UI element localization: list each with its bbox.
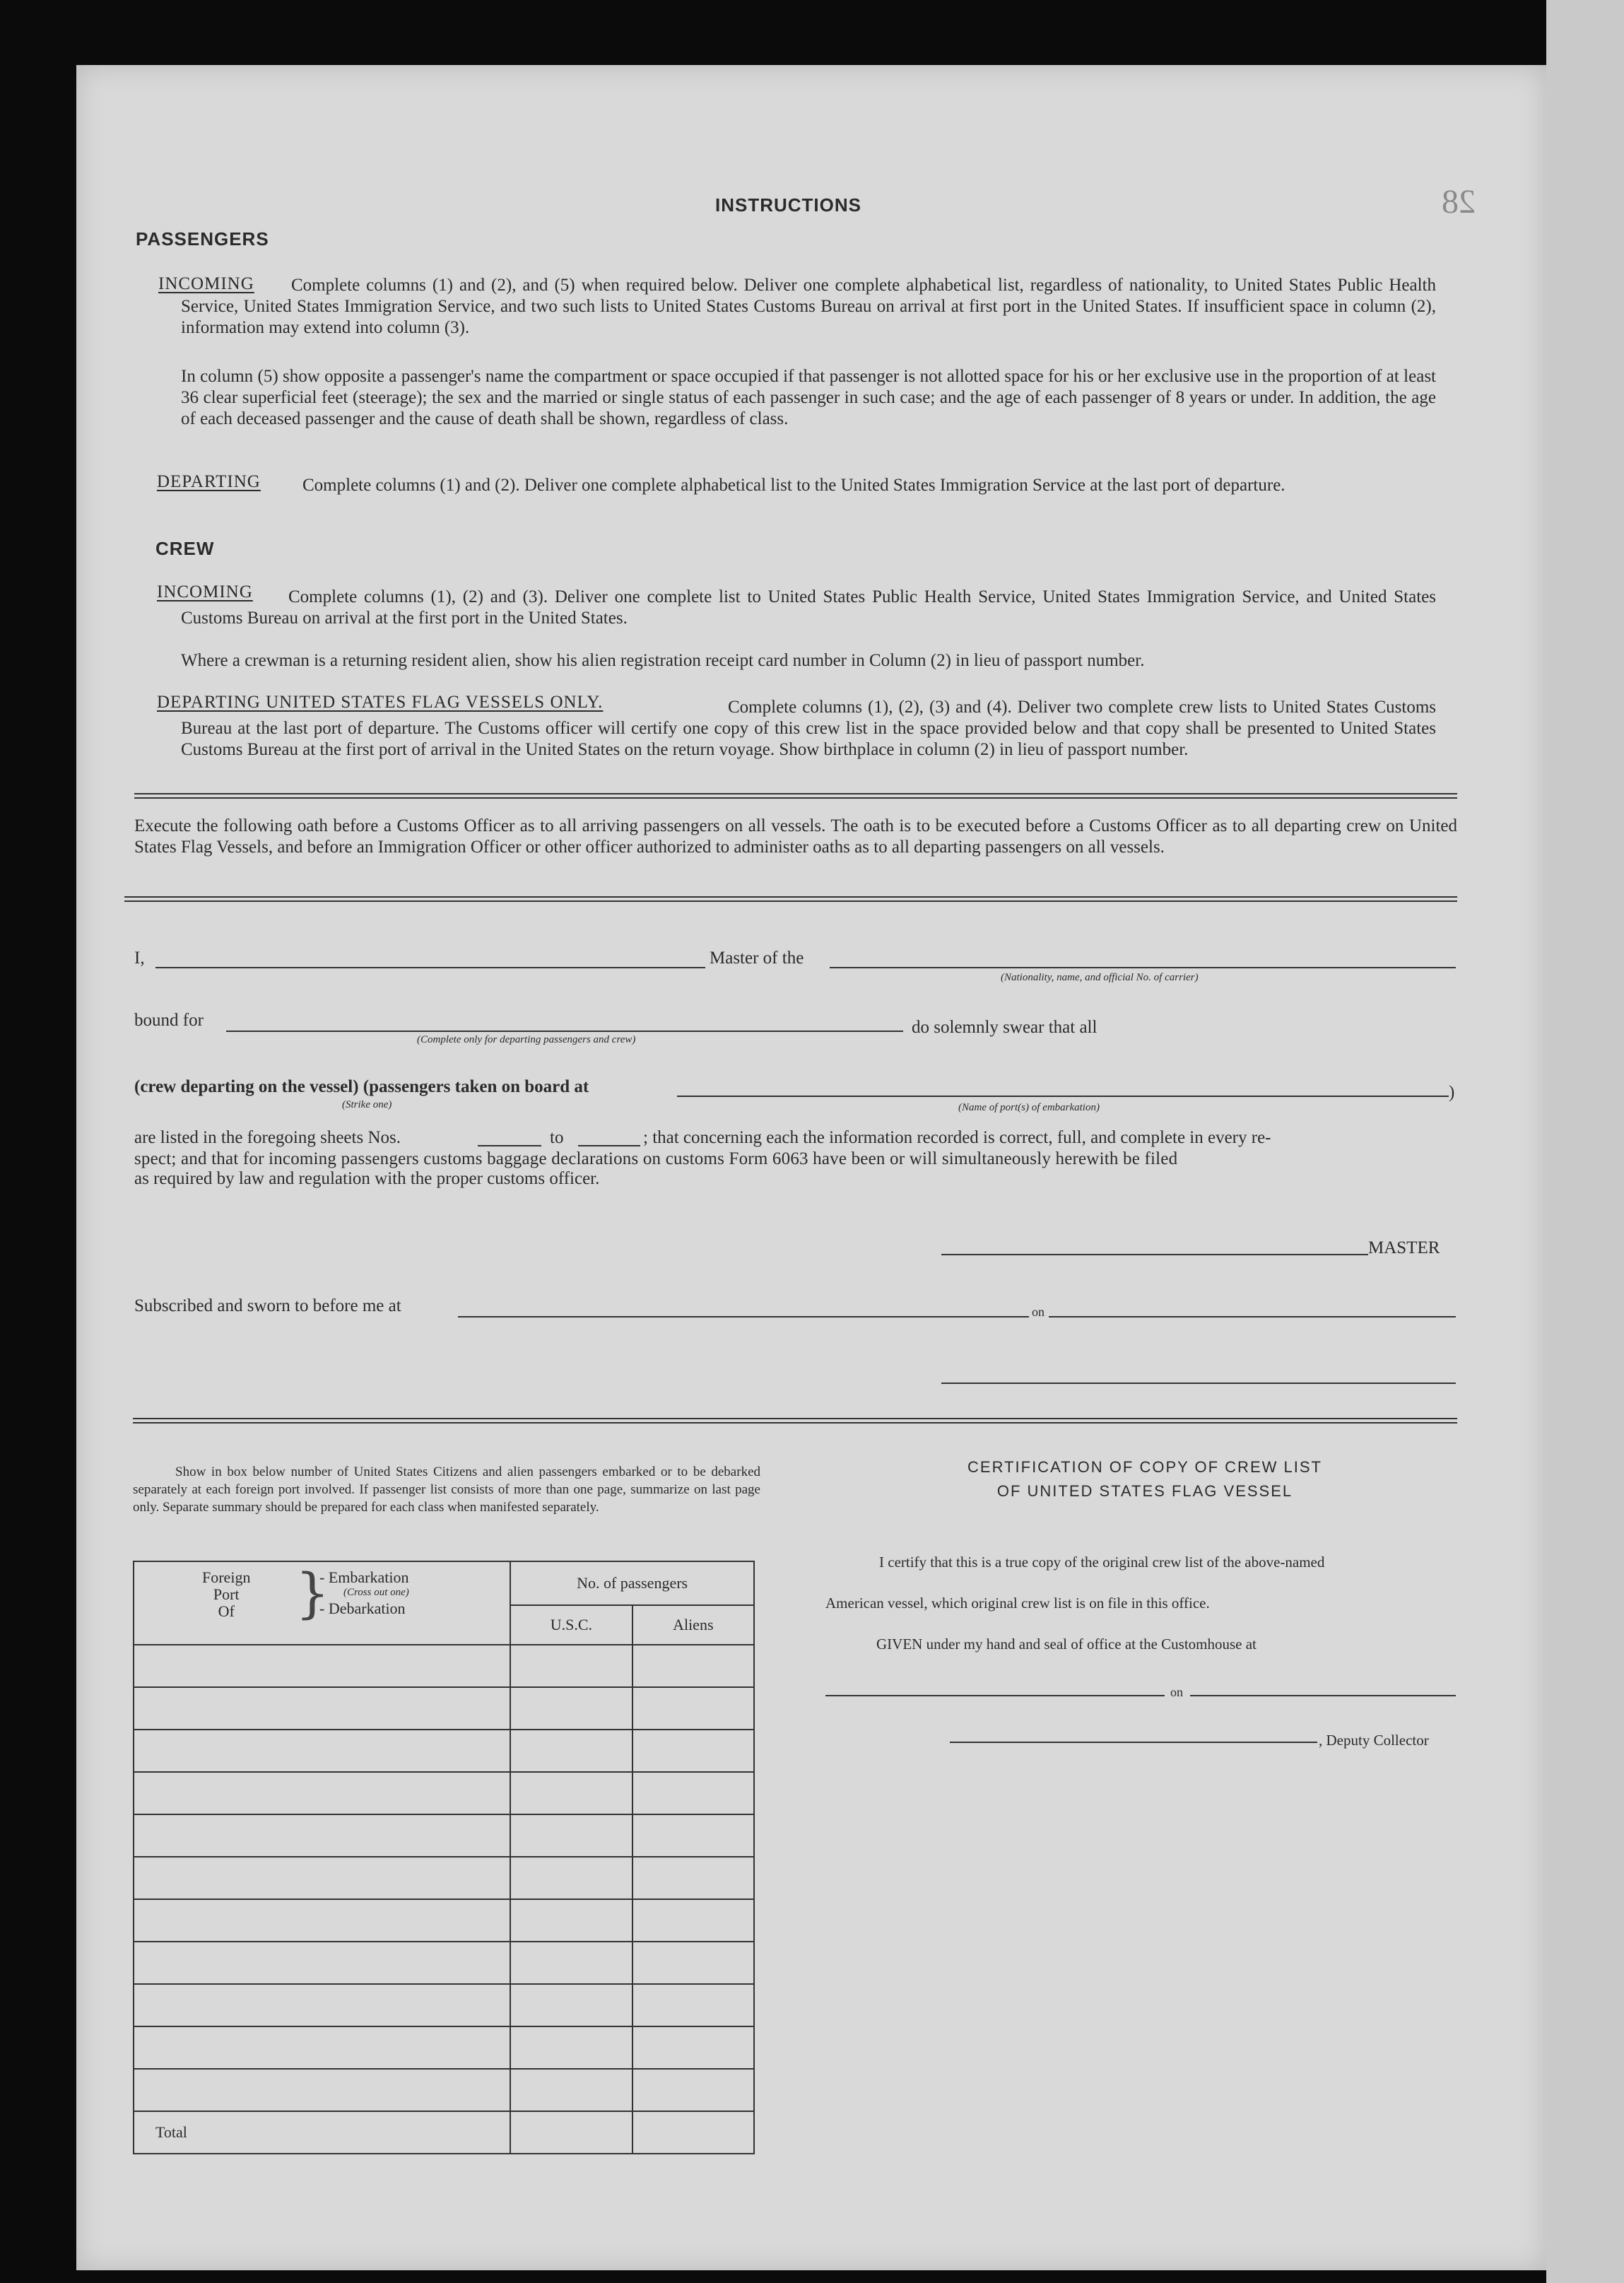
total-row <box>134 2111 754 2154</box>
listed-text-d: as required by law and regulation with the proper customs officer. <box>134 1169 600 1188</box>
usc-cell[interactable] <box>510 1899 632 1942</box>
table-row <box>134 1814 754 1857</box>
given-text: GIVEN under my hand and seal of office at the Customhouse at <box>876 1636 1257 1653</box>
of-label: Of <box>218 1602 235 1620</box>
ports-field[interactable] <box>677 1096 1449 1097</box>
sworn-place-field[interactable] <box>458 1316 1029 1317</box>
usc-cell[interactable] <box>510 1857 632 1899</box>
cross-out-hint: (Cross out one) <box>343 1587 409 1598</box>
master-signature-label: MASTER <box>1368 1238 1440 1257</box>
usc-cell[interactable] <box>510 1984 632 2026</box>
listed-text-c: spect; and that for incoming passengers customs baggage declarations on customs Form 6063 have been or will simultaneously herewith be filed <box>134 1149 1178 1168</box>
aliens-cell[interactable] <box>632 1772 754 1814</box>
crew-incoming-text: Complete columns (1), (2) and (3). Deliver one complete list to United States Public Health Service, United States Immigration Service, and United States Customs Bureau on arrival at the first port in the United States. <box>181 587 1436 628</box>
ports-hint: (Name of port(s) of embarkation) <box>958 1102 1100 1113</box>
deputy-collector-label: , Deputy Collector <box>1319 1732 1429 1749</box>
port-cell[interactable] <box>134 1984 510 2026</box>
embarkation-label: - Embarkation <box>319 1568 409 1586</box>
port-cell[interactable] <box>134 1772 510 1814</box>
usc-cell[interactable] <box>510 1687 632 1730</box>
aliens-total-cell[interactable] <box>632 2111 754 2154</box>
usc-cell[interactable] <box>510 1730 632 1772</box>
instructions-title: INSTRUCTIONS <box>715 194 861 216</box>
foreign-port-of <box>202 1569 250 1620</box>
port-cell[interactable] <box>134 1687 510 1730</box>
table-row <box>134 1942 754 1984</box>
table-row <box>134 1857 754 1899</box>
deputy-signature-field[interactable] <box>950 1742 1317 1743</box>
port-cell[interactable] <box>134 1857 510 1899</box>
cert-date-field[interactable] <box>1190 1695 1456 1696</box>
aliens-cell[interactable] <box>632 1984 754 2026</box>
debarkation-label: - Debarkation <box>319 1600 406 1617</box>
sworn-on-label: on <box>1032 1305 1045 1319</box>
crew-incoming-label: INCOMING <box>157 582 253 601</box>
section-divider-3 <box>133 1418 1457 1424</box>
table-row <box>134 1730 754 1772</box>
customhouse-field[interactable] <box>825 1695 1165 1696</box>
usc-total-cell[interactable] <box>510 2111 632 2154</box>
foreign-label: Foreign <box>202 1568 251 1586</box>
port-cell[interactable] <box>134 1942 510 1984</box>
summary-instructions: Show in box below number of United States Citizens and alien passengers embarked or to be debarked separately at each foreign port involved. If passenger list consists of more than one page, summarize on last page only. Separate summary should be prepared for each class when manifested separately. <box>133 1465 760 1515</box>
table-row <box>134 1645 754 1687</box>
swear-text: do solemnly swear that all <box>912 1018 1098 1037</box>
complete-only-hint: (Complete only for departing passengers and crew) <box>417 1034 636 1045</box>
crew-departing-text: Complete columns (1), (2), (3) and (4). Deliver two complete crew lists to United States Customs Bureau at the last port of departure. The Customs officer will certify one copy of this crew list in the space provided below and that copy shall be presented to United States Customs Bureau at the first port of arrival in the United States on the return voyage. Show birthplace in column (2) in lieu of passport number. <box>181 698 1436 759</box>
table-row <box>134 2069 754 2111</box>
port-cell[interactable] <box>134 1814 510 1857</box>
table-row <box>134 1899 754 1942</box>
port-cell[interactable] <box>134 2069 510 2111</box>
section-divider-1 <box>134 793 1457 799</box>
master-signature-field[interactable] <box>941 1254 1368 1255</box>
table-row <box>134 2026 754 2069</box>
column5-text: In column (5) show opposite a passenger's name the compartment or space occupied if that passenger is not allotted space for his or her exclusive use in the proportion of at least 36 clear superficial feet (steerage); the sex and the married or single status of each passenger in such case; and the age of each passenger of 8 years or under. In addition, the age of each deceased passenger and the cause of death shall be shown, regardless of class. <box>181 367 1436 428</box>
listed-to: to <box>550 1128 564 1147</box>
aliens-cell[interactable] <box>632 1687 754 1730</box>
master-name-field[interactable] <box>155 967 705 968</box>
passengers-departing-label: DEPARTING <box>157 472 261 491</box>
certification-title-2: OF UNITED STATES FLAG VESSEL <box>996 1482 1293 1500</box>
listed-text-b: ; that concerning each the information recorded is correct, full, and complete in every re- <box>643 1128 1271 1147</box>
table-row <box>134 1984 754 2026</box>
corner-number: 28 <box>1442 183 1476 221</box>
close-paren: ) <box>1449 1083 1455 1102</box>
crew-departing-text-line: (crew departing on the vessel) (passengers taken on board at <box>134 1077 589 1096</box>
table-row <box>134 1772 754 1814</box>
master-of-the-label: Master of the <box>710 949 804 968</box>
oath-execute-text: Execute the following oath before a Customs Officer as to all arriving passengers on all vessels. The oath is to be executed before a Customs Officer as to all departing crew on United States Flag Vessels, and before an Immigration Officer or other officer authorized to administer oaths as to all departing passengers on all vessels. <box>134 816 1457 857</box>
certification-title-1: CERTIFICATION OF COPY OF CREW LIST <box>967 1458 1322 1476</box>
certify-text-b: American vessel, which original crew list is on file in this office. <box>825 1595 1210 1612</box>
sheet-to-field[interactable] <box>578 1145 640 1146</box>
passengers-heading: PASSENGERS <box>136 228 269 250</box>
crew-heading: CREW <box>155 538 215 559</box>
usc-cell[interactable] <box>510 1645 632 1687</box>
total-label: Total <box>134 2111 510 2154</box>
brace-icon: } <box>295 1561 330 1624</box>
aliens-cell[interactable] <box>632 1899 754 1942</box>
table-row <box>134 1687 754 1730</box>
passengers-departing-text: Complete columns (1) and (2). Deliver one complete alphabetical list to the United States Immigration Service at the last port of departure. <box>302 476 1285 495</box>
passenger-summary-table <box>133 1561 755 2154</box>
listed-text-a: are listed in the foregoing sheets Nos. <box>134 1128 401 1147</box>
aliens-cell[interactable] <box>632 2026 754 2069</box>
port-cell[interactable] <box>134 1899 510 1942</box>
usc-cell[interactable] <box>510 2069 632 2111</box>
aliens-cell[interactable] <box>632 1730 754 1772</box>
port-label: Port <box>213 1585 240 1603</box>
strike-one-hint: (Strike one) <box>342 1099 392 1110</box>
bound-for-label: bound for <box>134 1011 204 1030</box>
certify-text-a: I certify that this is a true copy of the original crew list of the above-named <box>879 1554 1325 1571</box>
officer-signature-field[interactable] <box>941 1383 1456 1384</box>
sworn-date-field[interactable] <box>1049 1316 1456 1317</box>
passengers-incoming-label: INCOMING <box>158 274 254 293</box>
section-divider-2 <box>124 896 1457 902</box>
usc-cell[interactable] <box>510 1814 632 1857</box>
aliens-cell[interactable] <box>632 1645 754 1687</box>
passengers-incoming-text: Complete columns (1) and (2), and (5) when required below. Deliver one complete alphabetical list, regardless of nationality, to United States Public Health Service, United States Immigration Service, and two such lists to United States Customs Bureau on arrival at first port in the United States. If insufficient space in column (2), information may extend into column (3). <box>181 276 1436 337</box>
no-passengers-header: No. of passengers <box>510 1561 754 1605</box>
port-header-cell <box>134 1561 510 1645</box>
aliens-cell[interactable] <box>632 2069 754 2111</box>
nationality-hint: (Nationality, name, and official No. of carrier) <box>1001 972 1199 983</box>
usc-cell[interactable] <box>510 2026 632 2069</box>
cert-on-label: on <box>1170 1685 1183 1699</box>
carrier-field[interactable] <box>830 967 1456 968</box>
usc-cell[interactable] <box>510 1772 632 1814</box>
adjacent-page-edge <box>1546 0 1624 2283</box>
bound-for-field[interactable] <box>226 1031 903 1032</box>
crewman-text: Where a crewman is a returning resident alien, show his alien registration receipt card number in Column (2) in lieu of passport number. <box>181 651 1145 670</box>
sheet-from-field[interactable] <box>478 1145 541 1146</box>
subscribed-label: Subscribed and sworn to before me at <box>134 1296 401 1315</box>
port-cell[interactable] <box>134 2026 510 2069</box>
oath-i-label: I, <box>134 949 145 968</box>
aliens-cell[interactable] <box>632 1942 754 1984</box>
crew-departing-label: DEPARTING UNITED STATES FLAG VESSELS ONLY. <box>157 693 604 712</box>
usc-header: U.S.C. <box>510 1605 632 1645</box>
port-cell[interactable] <box>134 1645 510 1687</box>
usc-cell[interactable] <box>510 1942 632 1984</box>
aliens-cell[interactable] <box>632 1814 754 1857</box>
port-cell[interactable] <box>134 1730 510 1772</box>
aliens-cell[interactable] <box>632 1857 754 1899</box>
aliens-header: Aliens <box>632 1605 754 1645</box>
